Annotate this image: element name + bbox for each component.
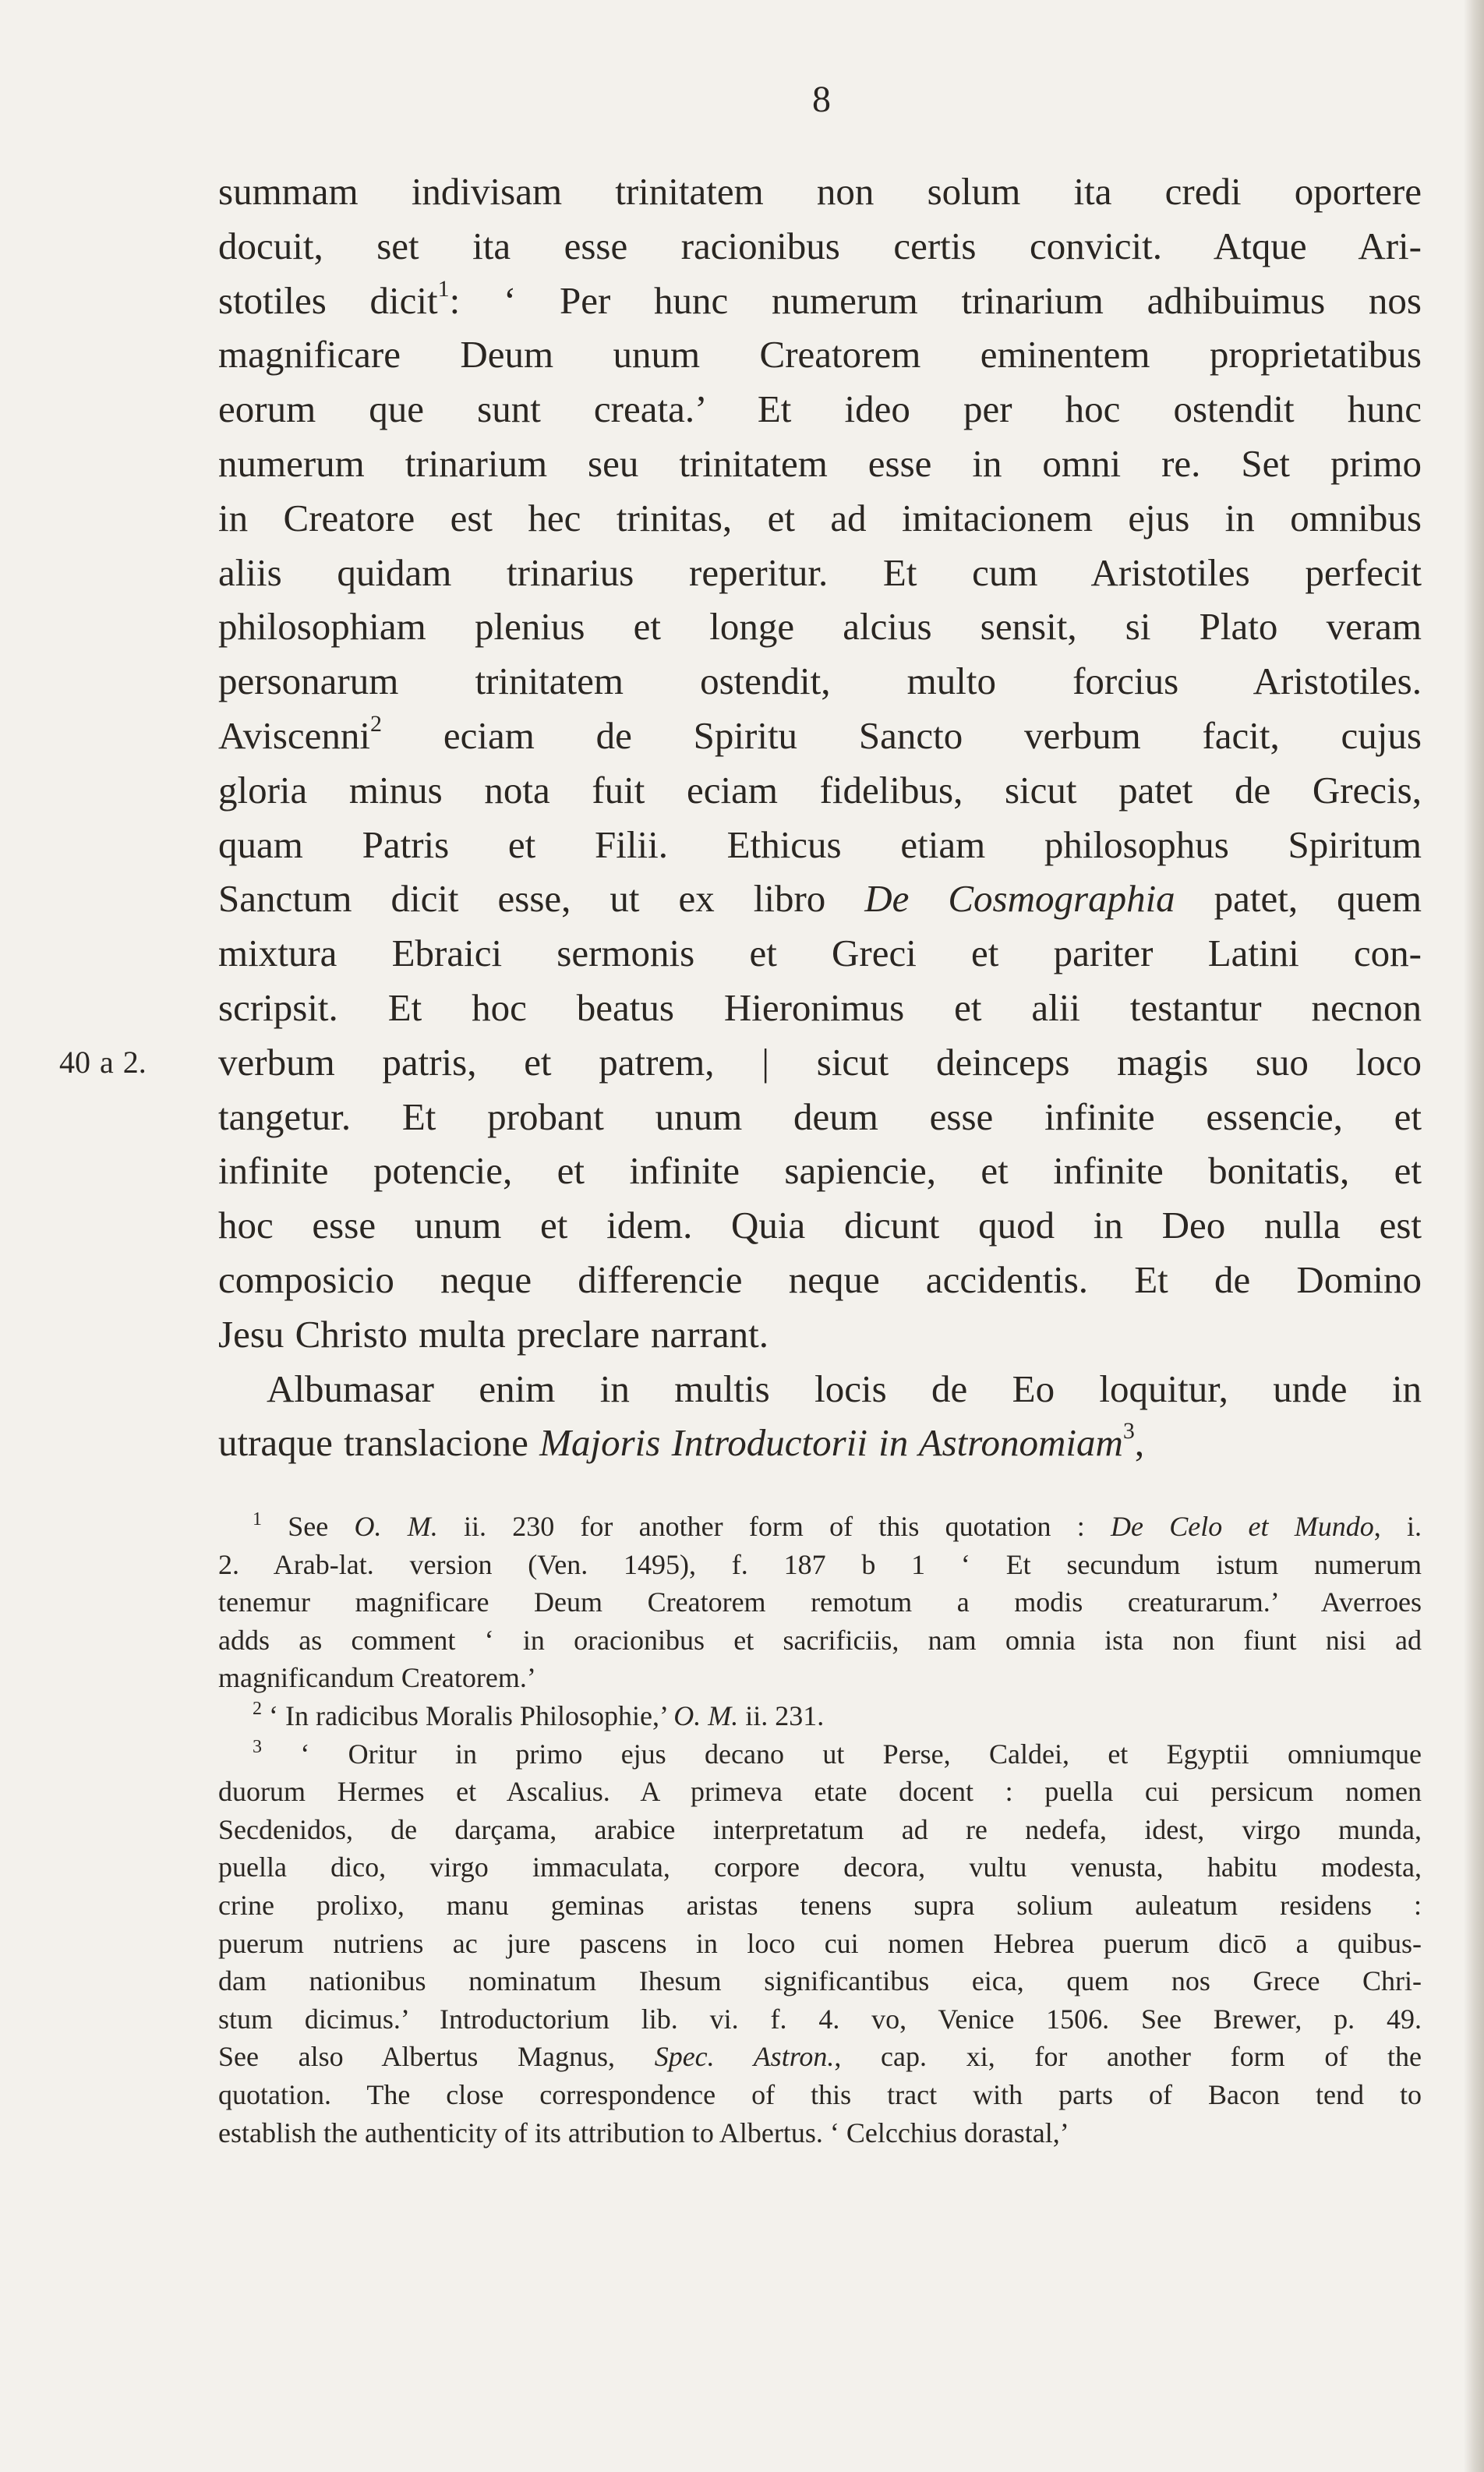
text-line: Sanctum dicit esse, ut ex libro De Cosmographia patet, quem (218, 877, 1422, 921)
text-line: gloria minus nota fuit eciam fidelibus, sicut patet de Grecis, (218, 768, 1422, 812)
text-line: docuit, set ita esse racionibus certis convicit. Atque Ari- (218, 224, 1422, 267)
footnote-ref-3: 3 (1122, 1418, 1135, 1445)
text-line: 40 a 2. verbum patris, et patrem, | sicut deinceps magis suo loco (218, 1035, 1422, 1090)
footnote-line: $^3$ ‘ Oritur in primo ejus decano ut Perse, Caldei, et Egyptii omniumque (253, 1736, 1422, 1770)
page-edge-shadow (1464, 0, 1484, 2472)
footnote-line: puella dico, virgo immaculata, corpore decora, vultu venusta, habitu modesta, (218, 1851, 1422, 1883)
text-line: utraque translacione Majoris Introductorii in Astronomiam$^3$, (218, 1418, 1145, 1465)
footnote-line: puerum nutriens ac jure pascens in loco cui nomen Hebrea puerum dicō a quibus- (218, 1927, 1422, 1959)
text-line: scripsit. Et hoc beatus Hieronimus et alii testantur necnon (218, 985, 1422, 1029)
footnote-line: adds as comment ‘ in oracionibus et sacrificiis, nam omnia ista non fiunt nisi ad (218, 1624, 1422, 1656)
text-line: mixtura Ebraici sermonis et Greci et pariter Latini con- (218, 932, 1422, 975)
footnote-line: $^1$ See O. M. ii. 230 for another form of this quotation : De Celo et Mundo, i. (253, 1509, 1422, 1542)
text-line: numerum trinarium seu trinitatem esse in omni re. Set primo (218, 441, 1422, 485)
footnote-line: magnificandum Creatorem.’ (218, 1662, 536, 1694)
margin-folio-reference: 40 a 2. (59, 1044, 147, 1080)
footnote-line: $^2$ ‘ In radicibus Moralis Philosophie,’ O. M. ii. 231. (253, 1698, 825, 1731)
footnote-line: See also Albertus Magnus, Spec. Astron., cap. xi, for another form of the (218, 2041, 1422, 2073)
footnote-marker-1: 1 (253, 1509, 262, 1530)
text-line: Albumasar enim in multis locis de Eo loquitur, unde in (267, 1367, 1422, 1410)
footnote-line: establish the authenticity of its attribution to Albertus. ‘ Celcchius dorastal,’ (218, 2117, 1069, 2148)
text-line: quam Patris et Filii. Ethicus etiam philosophus Spiritum (218, 822, 1422, 866)
text-line: personarum trinitatem ostendit, multo forcius Aristotiles. (218, 660, 1422, 703)
footnote-marker-3: 3 (253, 1736, 262, 1757)
text-line: philosophiam plenius et longe alcius sensit, si Plato veram (218, 605, 1422, 649)
text-line: infinite potencie, et infinite sapiencie, et infinite bonitatis, et (218, 1149, 1422, 1193)
text-line: summam indivisam trinitatem non solum ita credi oportere (218, 170, 1422, 213)
footnote-line: Secdenidos, de darçama, arabice interpretatum ad re nedefa, idest, virgo munda, (218, 1813, 1422, 1845)
footnote-line: duorum Hermes et Ascalius. A primeva etate docent : puella cui persicum nomen (218, 1776, 1422, 1808)
text-line: aliis quidam trinarius reperitur. Et cum Aristotiles perfecit (218, 550, 1422, 594)
footnote-ref-2: 2 (370, 710, 383, 737)
text-line: eorum que sunt creata.’ Et ideo per hoc ostendit hunc (218, 387, 1422, 431)
text-line: Jesu Christo multa preclare narrant. (218, 1312, 769, 1356)
footnote-line: dam nationibus nominatum Ihesum significantibus eica, quem nos Grece Chri- (218, 1965, 1422, 1997)
text-line: in Creatore est hec trinitas, et ad imitacionem ejus in omnibus (218, 496, 1422, 539)
text-line: magnificare Deum unum Creatorem eminentem proprietatibus (218, 333, 1422, 377)
footnotes (218, 1508, 1422, 2152)
page-number: 8 (812, 79, 831, 120)
text-line: stotiles dicit$^1$: ‘ Per hunc numerum trinarium adhibuimus nos (218, 275, 1422, 322)
book-title: Majoris Introductorii in Astronomiam (539, 1421, 1123, 1465)
footnote-line: 2. Arab-lat. version (Ven. 1495), f. 187 b 1 ‘ Et secundum istum numerum (218, 1548, 1422, 1580)
footnote-line: tenemur magnificare Deum Creatorem remotum a modis creaturarum.’ Averroes (218, 1586, 1422, 1618)
footnote-line: quotation. The close correspondence of this tract with parts of Bacon tend to (218, 2078, 1422, 2110)
text-line: hoc esse unum et idem. Quia dicunt quod in Deo nulla est (218, 1204, 1422, 1247)
footnote-marker-2: 2 (253, 1698, 262, 1719)
text-line: tangetur. Et probant unum deum esse infinite essencie, et (218, 1095, 1422, 1138)
footnote-ref-1: 1 (437, 275, 450, 302)
text-line: Aviscenni$^2$ eciam de Spiritu Sancto verbum facit, cujus (218, 710, 1422, 757)
text-line: composicio neque differencie neque accidentis. Et de Domino (218, 1257, 1422, 1301)
footnote-line: crine prolixo, manu geminas aristas tenens supra solium auleatum residens : (218, 1889, 1422, 1921)
book-title: De Cosmographia (864, 877, 1175, 921)
main-text (59, 164, 1422, 1470)
footnote-line: stum dicimus.’ Introductorium lib. vi. f. 4. vo, Venice 1506. See Brewer, p. 49. (218, 2003, 1422, 2035)
